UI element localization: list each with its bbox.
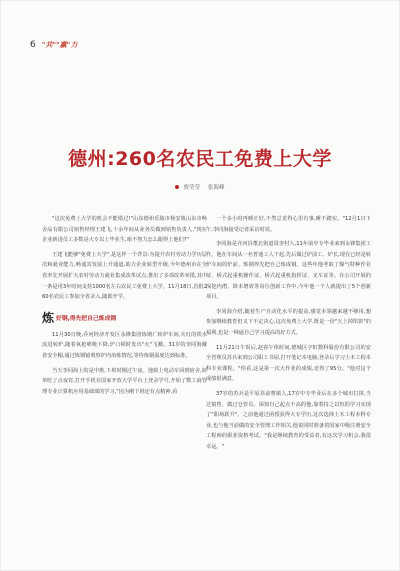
page-header (30, 40, 77, 50)
right-column (206, 214, 371, 456)
subhead-initial: 炼 (42, 310, 55, 325)
column-name: "共""赢"力 (41, 41, 78, 49)
paragraph: 11月30日晚,乔河经济开发区永锋集团炼钢厂转炉车间,火红的铁水流进转炉,随着氧枪喷吸下降,炉口顿时发出"火"飞溅。31岁的李同海戴着安全帽,通过炼钢镜观察炉内冶炼情况,等待炼钢温度达到标准。 (42, 331, 207, 359)
paragraph: 李同海介绍,随着生产自动化水平的提高,感觉本领越来越不够用,想参加继续教育但又下不定决心,这次免费上大学,既是一份"天上掉馅饼"的福利,也是一种逼自己学习提高的好方式。 (206, 308, 371, 336)
byline (0, 183, 400, 191)
page-number: 6 (30, 40, 36, 50)
paragraph: 11月21日午饭后,赵春午休时间,德城区宇虹数科股份有限公司的安全管理员苏兵来到公司职工书屋,打开笔记本电脑,登录后学习土木工程本科专业课程。"你看,这是第一次大作业的成绩,竟得了95分。"他对这个成绩很满意。 (206, 344, 371, 383)
author-2: 张海峰 (208, 185, 225, 191)
author-1: 贾莹莹 (183, 185, 200, 191)
paragraph: "这次免费上大学的机会不能错过!"山东德州乐陵市杨安镇山东市畅舍品有限公司销售经理王建飞,十余年间从业务员做到销售负责人,"现在企业新进员工多数是大专以上毕业生,咱不努力怎么跟得上他们?" (42, 216, 207, 244)
section-subhead (42, 312, 207, 324)
article-title: 德州:260名农民工免费上大学 (68, 148, 332, 170)
left-column (42, 214, 207, 401)
paragraph: 37岁的苏兵是平原县前曹镇人,17岁中专毕业后在多个城市打拼,当过销售、做过仓管员。深知自己起点不高的他,靠着持之以恒的学习实现了"职场跃升"。之前他通过函授获得大专学历,这次选择土木工程本科专业,也与他当前做的安全管理工作相关,他说同时准备着国家中级注册安全工程师的职业资格考试。"我是继续教育的受益者,有这次学习机会,我很幸运。" (206, 390, 371, 450)
paragraph: 王建飞能够"免费上大学",是这样一个背景:为提升农村劳动力学历层次和就业能力,畅通其发展上升通道,助力企业转型升级,今年德州市在全省率先开展扩大农村劳动力就业集成改革试点,推出了多项改革举措,其中一条是用3年时间支持1000名左右农民工免费上大学。11月18日,首批260名农民工参加全省录入,随即开学。 (42, 251, 207, 301)
paragraph: 李同海是齐河县董北街道周李村人,11年前中专毕业来到永锋集团工作。他在车间从一名普通工人干起,先后做过炉前工、炉长,现在已经是转炉车间的炉前、炼钢得先把自己炼成钢。这些年他考取了煤气特种作业证、桥式起重机操作证、桥式起重机指挥证、叉车证等。在公司开展的深挖内潜、降本增效等岗位创新工作中,今年他一个人就提出了5个创新项目。 (206, 241, 371, 301)
byline-dot-icon (175, 185, 179, 189)
subhead-text: 好钢,得先把自己炼成钢 (56, 315, 117, 322)
paragraph: 一个多小时再睡正好,不然总觉得心里有事,睡不踏实。"12月1日下午,李同海接受记者采访时说。 (206, 216, 371, 233)
paragraph: 当天李同海上的是中班,下班时刚过午夜。他骑上电动车回到宿舍,简单吃了点夜宵,打开手机在国家开放大学平台上登录学号,开始了数工商管理专业计算机应用基础课的学习,"因为刚下班还有点精神,看 (42, 367, 207, 395)
